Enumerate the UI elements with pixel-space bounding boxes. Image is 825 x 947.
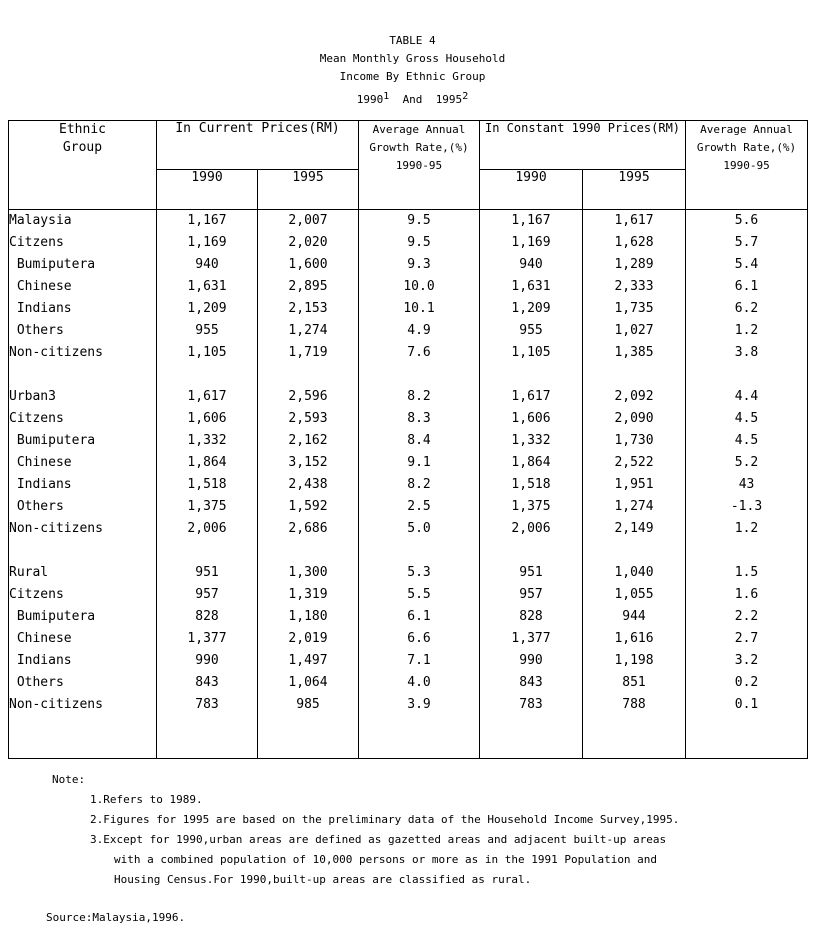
current-1995-cell: 3,152 [258,452,359,474]
table-title-line1: Mean Monthly Gross Household [319,52,506,65]
current-1990-cell: 1,209 [157,298,258,320]
constant-1995-cell: 1,616 [583,628,686,650]
current-rate-cell: 8.4 [359,430,480,452]
current-1995-cell: 2,438 [258,474,359,496]
constant-rate-cell: 4.4 [686,386,808,408]
ethnic-group-cell: Chinese [9,452,157,474]
current-1990-cell: 1,105 [157,342,258,364]
constant-1995-cell: 2,149 [583,518,686,540]
header-ethnic-line2: Group [62,140,103,155]
empty-cell [583,364,686,386]
current-rate-cell: 7.6 [359,342,480,364]
constant-rate-cell: 1.6 [686,584,808,606]
constant-1995-cell: 1,617 [583,210,686,233]
ethnic-group-cell: Bumiputera [9,254,157,276]
header-constant-prices: In Constant 1990 Prices(RM) [480,121,686,170]
constant-1995-cell: 1,730 [583,430,686,452]
ethnic-group-cell: Bumiputera [9,606,157,628]
table-row [9,452,808,474]
constant-1995-cell: 1,274 [583,496,686,518]
ethnic-group-cell: Urban3 [9,386,157,408]
constant-1995-cell: 1,628 [583,232,686,254]
constant-1990-cell: 1,167 [480,210,583,233]
empty-cell [583,540,686,562]
table-end-row [9,716,808,759]
empty-cell [583,716,686,759]
constant-rate-cell: -1.3 [686,496,808,518]
current-1995-cell: 2,007 [258,210,359,233]
constant-1990-cell: 955 [480,320,583,342]
current-rate-cell: 5.5 [359,584,480,606]
constant-1995-cell: 2,522 [583,452,686,474]
constant-1990-cell: 843 [480,672,583,694]
table-row [9,496,808,518]
current-rate-cell: 9.3 [359,254,480,276]
empty-cell [157,540,258,562]
note-3: 3.Except for 1990,urban areas are defined as gazetted areas and adjacent built-up areas [90,833,667,846]
constant-1995-cell: 2,090 [583,408,686,430]
current-rate-cell: 9.5 [359,232,480,254]
empty-cell [686,716,808,759]
table-number: TABLE 4 [389,34,436,47]
current-1990-cell: 828 [157,606,258,628]
table-title-line2: Income By Ethnic Group [339,70,486,83]
current-1990-cell: 990 [157,650,258,672]
empty-cell [9,716,157,759]
current-rate-cell: 3.9 [359,694,480,716]
table-row [9,650,808,672]
empty-cell [157,716,258,759]
ethnic-group-cell: Chinese [9,628,157,650]
current-1990-cell: 1,617 [157,386,258,408]
table-row [9,628,808,650]
note-1: 1.Refers to 1989. [90,793,203,806]
source-line: Source:Malaysia,1996. [46,911,186,924]
constant-1995-cell: 944 [583,606,686,628]
current-1990-cell: 1,169 [157,232,258,254]
ethnic-group-cell: Others [9,320,157,342]
ethnic-group-cell: Citzens [9,584,157,606]
ethnic-group-cell: Indians [9,650,157,672]
constant-rate-cell: 5.2 [686,452,808,474]
current-1995-cell: 1,592 [258,496,359,518]
constant-1990-cell: 2,006 [480,518,583,540]
empty-cell [9,540,157,562]
constant-1990-cell: 1,332 [480,430,583,452]
ethnic-group-cell: Non-citizens [9,518,157,540]
current-1995-cell: 2,162 [258,430,359,452]
constant-1990-cell: 940 [480,254,583,276]
empty-cell [258,716,359,759]
ethnic-group-cell: Others [9,496,157,518]
constant-1995-cell: 1,040 [583,562,686,584]
constant-1995-cell: 1,289 [583,254,686,276]
header-rate-line2: Growth Rate,(%) [369,141,469,154]
constant-1990-cell: 1,105 [480,342,583,364]
constant-rate-cell: 0.2 [686,672,808,694]
current-1995-cell: 1,319 [258,584,359,606]
header-rate-line3: 1990-95 [723,159,770,172]
current-rate-cell: 10.1 [359,298,480,320]
current-rate-cell: 5.3 [359,562,480,584]
constant-rate-cell: 4.5 [686,408,808,430]
current-1995-cell: 2,593 [258,408,359,430]
header-rate-line1: Average Annual [372,123,466,136]
notes-heading: Note: [52,773,86,786]
header-growth-rate-current [359,121,480,210]
current-rate-cell: 5.0 [359,518,480,540]
current-1990-cell: 783 [157,694,258,716]
current-1990-cell: 940 [157,254,258,276]
constant-rate-cell: 2.7 [686,628,808,650]
current-1990-cell: 843 [157,672,258,694]
current-rate-cell: 4.9 [359,320,480,342]
year-end: 1995 [435,93,463,106]
constant-1990-cell: 951 [480,562,583,584]
constant-1995-cell: 1,951 [583,474,686,496]
constant-1995-cell: 788 [583,694,686,716]
constant-rate-cell: 5.7 [686,232,808,254]
constant-rate-cell: 6.2 [686,298,808,320]
empty-cell [686,540,808,562]
ethnic-group-cell: Indians [9,474,157,496]
constant-rate-cell: 0.1 [686,694,808,716]
empty-cell [480,716,583,759]
constant-rate-cell: 1.2 [686,518,808,540]
current-1995-cell: 2,895 [258,276,359,298]
table-row [9,320,808,342]
table-row [9,606,808,628]
header-ethnic-line1: Ethnic [59,122,106,137]
current-1990-cell: 1,606 [157,408,258,430]
constant-1990-cell: 1,377 [480,628,583,650]
ethnic-group-cell: Non-citizens [9,342,157,364]
empty-cell [359,364,480,386]
table-row [9,430,808,452]
table-row [9,474,808,496]
current-1990-cell: 1,631 [157,276,258,298]
notes [52,770,742,890]
current-rate-cell: 9.5 [359,210,480,233]
current-1990-cell: 951 [157,562,258,584]
table-row [9,386,808,408]
ethnic-group-cell: Indians [9,298,157,320]
empty-cell [480,364,583,386]
constant-1990-cell: 1,864 [480,452,583,474]
empty-cell [157,364,258,386]
constant-1995-cell: 2,092 [583,386,686,408]
note-2: 2.Figures for 1995 are based on the preliminary data of the Household Income Survey,1995. [90,813,680,826]
current-1990-cell: 1,167 [157,210,258,233]
table-row [9,210,808,233]
constant-rate-cell: 5.6 [686,210,808,233]
constant-1990-cell: 1,617 [480,386,583,408]
constant-1990-cell: 957 [480,584,583,606]
current-1990-cell: 1,375 [157,496,258,518]
empty-cell [258,364,359,386]
current-1995-cell: 985 [258,694,359,716]
table-row [9,694,808,716]
empty-cell [359,716,480,759]
constant-1990-cell: 1,518 [480,474,583,496]
constant-1990-cell: 990 [480,650,583,672]
current-rate-cell: 7.1 [359,650,480,672]
current-1990-cell: 955 [157,320,258,342]
constant-rate-cell: 43 [686,474,808,496]
constant-rate-cell: 3.8 [686,342,808,364]
ethnic-group-cell: Non-citizens [9,694,157,716]
constant-1990-cell: 1,606 [480,408,583,430]
current-1990-cell: 1,518 [157,474,258,496]
current-1990-cell: 957 [157,584,258,606]
header-current-1990: 1990 [157,170,258,210]
current-1995-cell: 2,596 [258,386,359,408]
constant-1995-cell: 1,027 [583,320,686,342]
and-word: And [402,93,423,106]
current-1995-cell: 1,300 [258,562,359,584]
note-3-cont1: with a combined population of 10,000 persons or more as in the 1991 Population and [114,853,658,866]
empty-cell [258,540,359,562]
table-row [9,518,808,540]
constant-1990-cell: 783 [480,694,583,716]
constant-1995-cell: 1,055 [583,584,686,606]
current-1995-cell: 1,274 [258,320,359,342]
header-constant-1990: 1990 [480,170,583,210]
income-table [8,120,808,759]
constant-rate-cell: 3.2 [686,650,808,672]
current-rate-cell: 2.5 [359,496,480,518]
header-growth-rate-constant [686,121,808,210]
current-rate-cell: 6.1 [359,606,480,628]
header-rate-line1: Average Annual [700,123,793,136]
current-1990-cell: 2,006 [157,518,258,540]
table-row [9,342,808,364]
table-body [9,210,808,759]
header-rate-line3: 1990-95 [395,159,443,172]
constant-1990-cell: 828 [480,606,583,628]
constant-1990-cell: 1,209 [480,298,583,320]
constant-1990-cell: 1,169 [480,232,583,254]
current-rate-cell: 8.2 [359,386,480,408]
table-row [9,562,808,584]
current-1995-cell: 1,497 [258,650,359,672]
current-rate-cell: 8.3 [359,408,480,430]
empty-cell [9,364,157,386]
table-row [9,672,808,694]
constant-rate-cell: 6.1 [686,276,808,298]
header-ethnic-group [9,121,157,210]
table-row [9,254,808,276]
constant-1990-cell: 1,375 [480,496,583,518]
current-1995-cell: 1,600 [258,254,359,276]
current-rate-cell: 9.1 [359,452,480,474]
constant-1990-cell: 1,631 [480,276,583,298]
current-rate-cell: 4.0 [359,672,480,694]
constant-rate-cell: 2.2 [686,606,808,628]
empty-cell [686,364,808,386]
constant-1995-cell: 1,198 [583,650,686,672]
table-title-years [0,88,825,109]
current-1990-cell: 1,864 [157,452,258,474]
header-rate-line2: Growth Rate,(%) [696,141,797,154]
ethnic-group-cell: Malaysia [9,210,157,233]
empty-cell [359,540,480,562]
table-row [9,298,808,320]
note-3-cont2: Housing Census.For 1990,built-up areas are classified as rural. [114,873,532,886]
constant-rate-cell: 1.2 [686,320,808,342]
ethnic-group-cell: Rural [9,562,157,584]
constant-1995-cell: 851 [583,672,686,694]
current-1995-cell: 2,686 [258,518,359,540]
table-row [9,276,808,298]
table-row [9,408,808,430]
current-1990-cell: 1,332 [157,430,258,452]
constant-rate-cell: 4.5 [686,430,808,452]
current-rate-cell: 8.2 [359,474,480,496]
year-start: 1990 [356,93,384,106]
current-rate-cell: 10.0 [359,276,480,298]
ethnic-group-cell: Citzens [9,408,157,430]
constant-1995-cell: 2,333 [583,276,686,298]
current-1995-cell: 1,719 [258,342,359,364]
header-current-1995: 1995 [258,170,359,210]
current-1995-cell: 1,064 [258,672,359,694]
current-1995-cell: 2,019 [258,628,359,650]
table-row [9,584,808,606]
ethnic-group-cell: Others [9,672,157,694]
current-1995-cell: 2,020 [258,232,359,254]
empty-cell [480,540,583,562]
footnote-ref-2: 2 [462,91,469,102]
current-1995-cell: 1,180 [258,606,359,628]
header-current-prices: In Current Prices(RM) [157,121,359,170]
constant-1995-cell: 1,735 [583,298,686,320]
current-rate-cell: 6.6 [359,628,480,650]
ethnic-group-cell: Chinese [9,276,157,298]
current-1995-cell: 2,153 [258,298,359,320]
spacer-row [9,540,808,562]
spacer-row [9,364,808,386]
current-1990-cell: 1,377 [157,628,258,650]
constant-1995-cell: 1,385 [583,342,686,364]
table-row [9,232,808,254]
footnote-ref-1: 1 [383,91,390,102]
constant-rate-cell: 5.4 [686,254,808,276]
header-constant-1995: 1995 [583,170,686,210]
ethnic-group-cell: Citzens [9,232,157,254]
ethnic-group-cell: Bumiputera [9,430,157,452]
constant-rate-cell: 1.5 [686,562,808,584]
